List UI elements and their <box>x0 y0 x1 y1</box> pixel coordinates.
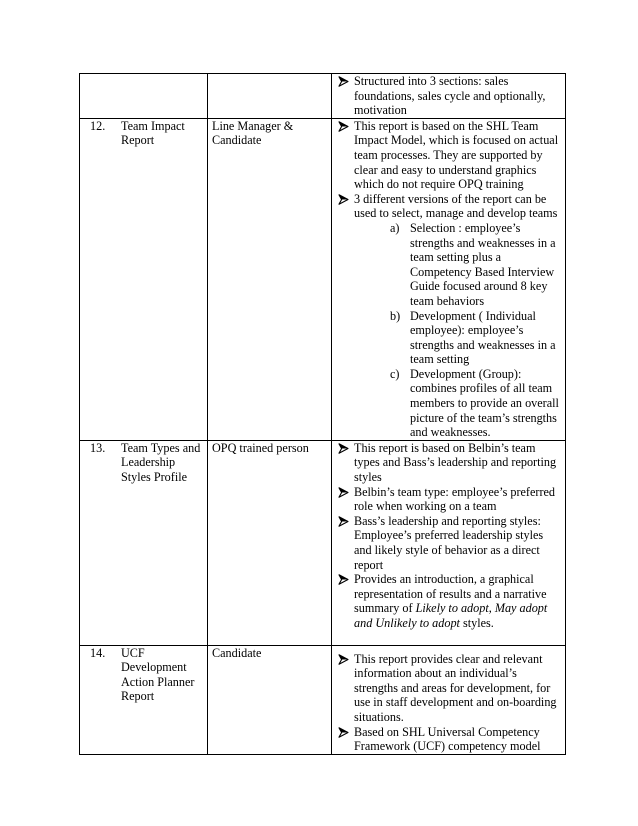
bullet-text: Provides an introduction, a graphical representation of results and a narrative summary of <box>354 572 547 616</box>
arrow-bullet-icon <box>338 192 350 209</box>
bullet-text: This report is based on Belbin’s team types and Bass’s leadership and reporting styles <box>354 440 557 485</box>
table-row <box>80 440 566 645</box>
bullet-italic-text: Likely to adopt, May adopt and Unlikely to adopt <box>354 601 548 630</box>
report-number: 12. <box>90 118 106 133</box>
bullet-text-end: styles. <box>459 615 494 630</box>
sub-list <box>354 221 563 440</box>
sub-item-marker: a) <box>390 220 400 235</box>
description-cell <box>332 74 566 119</box>
report-title: UCF Development Action Planner Report <box>121 645 195 704</box>
arrow-bullet-icon <box>338 572 350 589</box>
report-item <box>84 119 205 148</box>
bullet-item <box>336 572 563 630</box>
bullet-item <box>336 514 563 572</box>
bullet-item <box>336 725 563 754</box>
report-item <box>84 646 205 704</box>
sub-item <box>390 367 563 440</box>
audience-cell: OPQ trained person <box>208 440 332 645</box>
sub-item <box>390 309 563 367</box>
bullet-item <box>336 441 563 485</box>
arrow-bullet-icon <box>338 74 350 91</box>
arrow-bullet-icon <box>338 652 350 669</box>
bullet-text: 3 different versions of the report can be used to select, manage and develop teams <box>354 191 558 221</box>
report-number: 14. <box>90 645 106 660</box>
report-title: Team Types and Leadership Styles Profile <box>121 440 201 485</box>
report-title: Team Impact Report <box>121 118 185 148</box>
bullet-text: Based on SHL Universal Competency Framework (UCF) competency model <box>354 724 541 754</box>
arrow-bullet-icon <box>338 441 350 458</box>
bullet-item <box>336 74 563 118</box>
table-row <box>80 645 566 754</box>
audience-cell: Candidate <box>208 645 332 754</box>
bullet-text: Structured into 3 sections: sales foundations, sales cycle and optionally, motivation <box>354 74 546 118</box>
bullet-text: Belbin’s team type: employee’s preferred role when working on a team <box>354 484 556 514</box>
bullet-list <box>336 119 563 440</box>
bullet-list <box>336 652 563 754</box>
arrow-bullet-icon <box>338 485 350 502</box>
report-table-body <box>80 74 566 755</box>
report-table <box>79 73 566 755</box>
audience-cell <box>208 74 332 119</box>
report-name-cell <box>80 74 208 119</box>
bullet-item <box>336 192 563 440</box>
sub-item-text: Selection : employee’s strengths and weaknesses in a team setting plus a Competency Based Interview Guide focused around 8 key team behaviors <box>410 220 556 308</box>
description-cell <box>332 645 566 754</box>
report-name-cell <box>80 440 208 645</box>
sub-item-text: Development (Group): combines profiles of all team members to provide an overall picture of the team’s strengths and weaknesses. <box>410 366 559 440</box>
sub-item-marker: b) <box>390 308 401 323</box>
arrow-bullet-icon <box>338 725 350 742</box>
report-name-cell <box>80 118 208 440</box>
table-row <box>80 74 566 119</box>
sub-item-marker: c) <box>390 366 400 381</box>
bullet-list <box>336 74 563 118</box>
report-number: 13. <box>90 440 106 455</box>
report-name-cell <box>80 645 208 754</box>
sub-item-text: Development ( Individual employee): employee’s strengths and weaknesses in a team setting <box>410 308 556 367</box>
description-cell <box>332 118 566 440</box>
bullet-text: This report provides clear and relevant information about an individual’s strengths and areas for development, for use in staff development and on-boarding situations. <box>354 651 557 724</box>
bullet-item <box>336 652 563 725</box>
bullet-text: Bass’s leadership and reporting styles: Employee’s preferred leadership styles and likely style of behavior as a direct report <box>354 513 544 572</box>
arrow-bullet-icon <box>338 514 350 531</box>
table-row <box>80 118 566 440</box>
report-item <box>84 441 205 485</box>
bullet-text: This report is based on the SHL Team Impact Model, which is focused on actual team processes. They are supported by clear and easy to understand graphics which do not require OPQ training <box>354 118 559 192</box>
audience-cell: Line Manager & Candidate <box>208 118 332 440</box>
arrow-bullet-icon <box>338 119 350 136</box>
bullet-item <box>336 119 563 192</box>
description-cell <box>332 440 566 645</box>
bullet-list <box>336 441 563 631</box>
sub-item <box>390 221 563 309</box>
bullet-item <box>336 485 563 514</box>
